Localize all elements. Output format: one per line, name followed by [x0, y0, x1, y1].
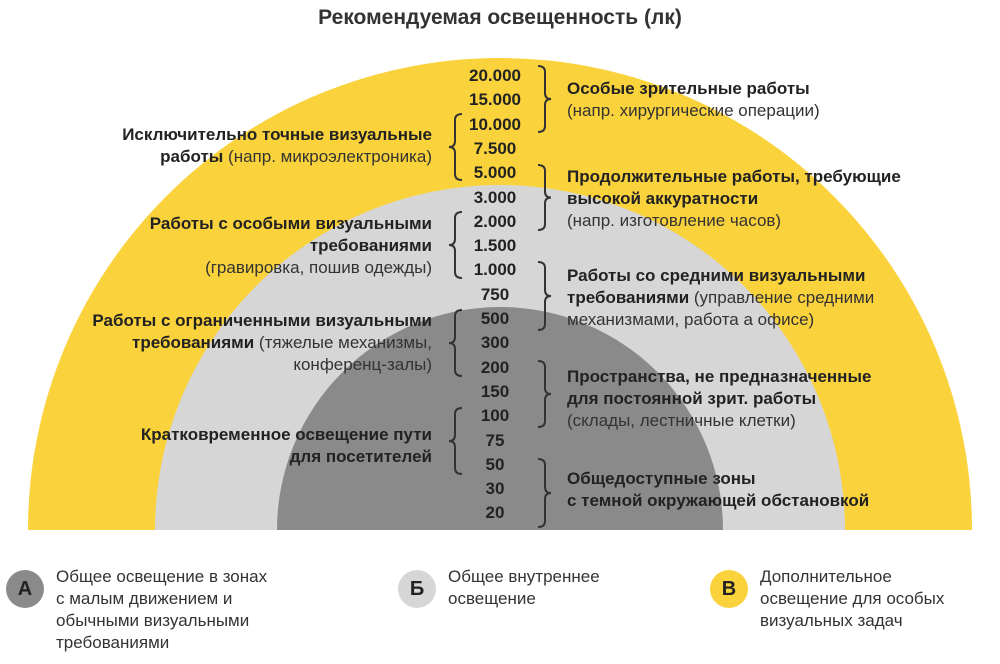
scale-value: 500 — [480, 309, 510, 328]
right-label-medium-visual: Работы со средними визуальными требованиями (управление средними механизмами, работа а офисе) — [567, 266, 875, 329]
scale-value: 10.000 — [469, 114, 521, 134]
scale-value: 100 — [480, 406, 510, 426]
legend-badge-a: А — [6, 570, 44, 608]
scale-value: 3.000 — [473, 187, 517, 207]
scale-value: 20.000 — [469, 66, 521, 85]
right-label-non-permanent-spaces: Пространства, не предназначенные для постоянной зрит. работы (склады, лестничные клетки) — [567, 367, 872, 430]
legend-badge-b: Б — [398, 570, 436, 608]
scale-value: 150 — [480, 381, 510, 401]
legend-badge-c: В — [710, 570, 748, 608]
scale-value: 30 — [485, 479, 505, 499]
legend-text-a: Общее освещение в зонах с малым движением и обычными визуальными требованиями — [56, 567, 268, 652]
scale-value: 75 — [485, 430, 505, 450]
right-label-prolonged-precision: Продолжительные работы, требующие высокой аккуратности (напр. изготовление часов) — [567, 167, 901, 230]
legend-item-c — [710, 566, 995, 636]
scale-value: 750 — [480, 284, 510, 304]
scale-value: 7.500 — [473, 138, 517, 158]
scale-value: 1.000 — [473, 260, 517, 280]
scale-value: 300 — [480, 333, 510, 353]
diagram-title: Рекомендуемая освещенность (лк) — [318, 6, 682, 29]
right-label-public-dark-zones: Общедоступные зоны с темной окружающей обстановкой — [567, 469, 870, 510]
legend-item-b — [398, 566, 678, 626]
left-label-limited-visual: Работы с ограниченными визуальными требованиями (тяжелые механизмы, конференц-залы) — [92, 311, 432, 374]
scale-value: 200 — [480, 357, 510, 377]
scale-value: 5.000 — [473, 163, 517, 183]
scale-value: 20 — [485, 503, 505, 523]
left-label-exceptionally-precise: Исключительно точные визуальные работы (напр. микроэлектроника) — [122, 125, 432, 166]
legend-item-a — [6, 566, 346, 658]
scale-value: 1.500 — [473, 236, 517, 256]
scale-value: 2.000 — [473, 211, 517, 231]
left-label-special-visual: Работы с особыми визуальными требованиями (гравировка, пошив одежды) — [149, 214, 432, 277]
scale-value: 15.000 — [469, 90, 521, 110]
right-label-special-visual-work: Особые зрительные работы (напр. хирургические операции) — [567, 79, 820, 120]
scale-value: 50 — [485, 454, 505, 474]
legend-text-b: Общее внутреннее освещение — [448, 567, 600, 608]
left-label-short-term-path: Кратковременное освещение пути для посетителей — [140, 425, 432, 466]
legend-text-c: Дополнительное освещение для особых визуальных задач — [760, 567, 945, 630]
